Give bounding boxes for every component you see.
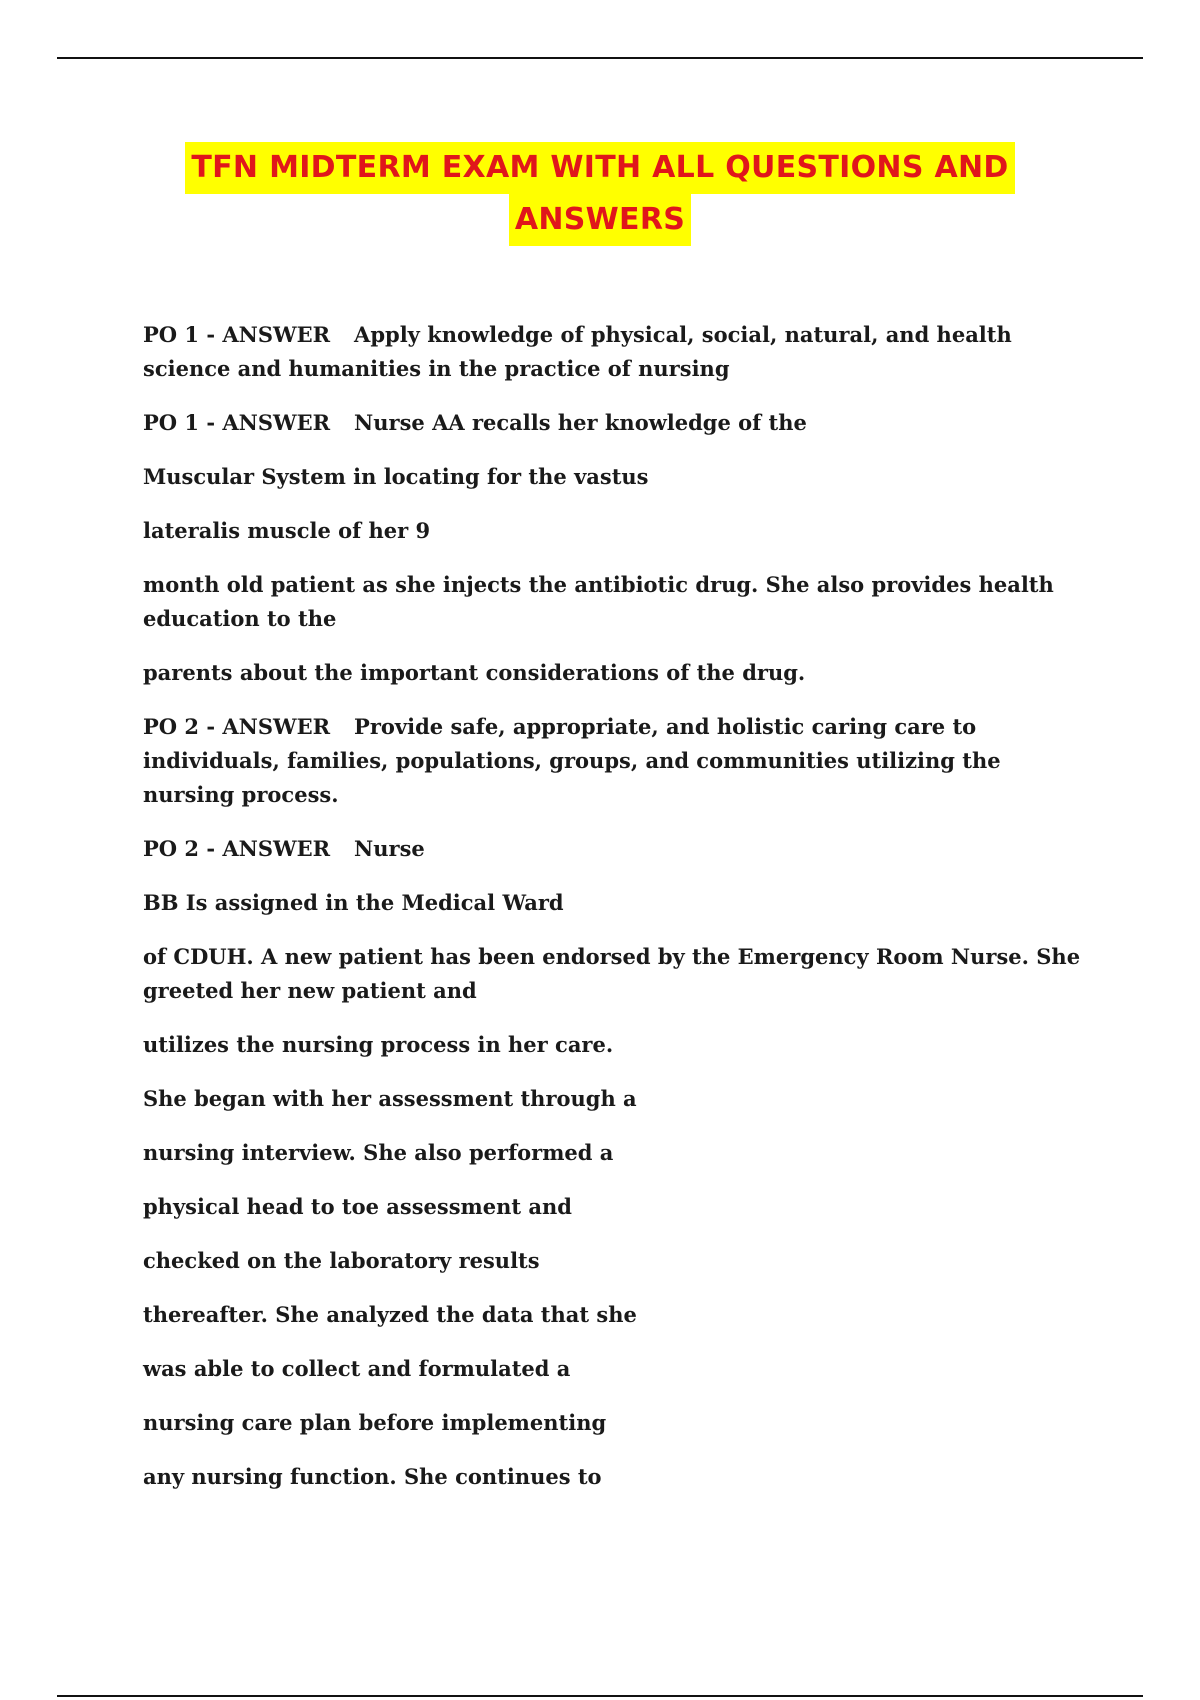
paragraph-text: any nursing function. She continues to bbox=[143, 1464, 602, 1489]
paragraph-text: parents about the important considerations of the drug. bbox=[143, 660, 806, 685]
answer-label: PO 1 - ANSWER bbox=[143, 410, 331, 435]
paragraph bbox=[143, 318, 1091, 386]
paragraph-text: was able to collect and formulated a bbox=[143, 1356, 571, 1381]
paragraph bbox=[143, 514, 1091, 548]
paragraph bbox=[143, 940, 1091, 1008]
paragraph-text: lateralis muscle of her 9 bbox=[143, 518, 431, 543]
paragraph bbox=[143, 1244, 1091, 1278]
paragraph-text: Muscular System in locating for the vastus bbox=[143, 464, 649, 489]
document-body bbox=[143, 318, 1091, 1514]
paragraph bbox=[143, 1082, 1091, 1116]
paragraph-text: BB Is assigned in the Medical Ward bbox=[143, 890, 564, 915]
title-line-2: ANSWERS bbox=[509, 194, 691, 246]
top-rule bbox=[57, 57, 1143, 59]
paragraph bbox=[143, 1352, 1091, 1386]
paragraph-text: nursing care plan before implementing bbox=[143, 1410, 607, 1435]
paragraph-text: month old patient as she injects the antibiotic drug. She also provides health education to the bbox=[143, 572, 1054, 631]
paragraph-text: physical head to toe assessment and bbox=[143, 1194, 572, 1219]
title-line-1: TFN MIDTERM EXAM WITH ALL QUESTIONS AND bbox=[185, 142, 1014, 194]
paragraph bbox=[143, 1460, 1091, 1494]
paragraph-text: Apply knowledge of physical, social, natural, and health science and humanities in the practice of nursing bbox=[143, 322, 1012, 381]
paragraph-text: nursing interview. She also performed a bbox=[143, 1140, 614, 1165]
paragraph-text: Nurse bbox=[354, 836, 425, 861]
paragraph bbox=[143, 1190, 1091, 1224]
paragraph bbox=[143, 1406, 1091, 1440]
paragraph-text: Nurse AA recalls her knowledge of the bbox=[354, 410, 807, 435]
paragraph bbox=[143, 1136, 1091, 1170]
answer-label: PO 1 - ANSWER bbox=[143, 322, 331, 347]
document-title bbox=[0, 142, 1200, 246]
bottom-rule bbox=[57, 1695, 1143, 1697]
paragraph-text: Provide safe, appropriate, and holistic caring care to individuals, families, populations, groups, and communities utilizing the nursing process. bbox=[143, 714, 1001, 807]
paragraph bbox=[143, 656, 1091, 690]
paragraph bbox=[143, 406, 1091, 440]
paragraph bbox=[143, 832, 1091, 866]
paragraph-text: of CDUH. A new patient has been endorsed by the Emergency Room Nurse. She greeted her new patient and bbox=[143, 944, 1081, 1003]
paragraph-text: checked on the laboratory results bbox=[143, 1248, 540, 1273]
paragraph bbox=[143, 886, 1091, 920]
paragraph bbox=[143, 1298, 1091, 1332]
paragraph bbox=[143, 710, 1091, 812]
paragraph-text: She began with her assessment through a bbox=[143, 1086, 637, 1111]
answer-label: PO 2 - ANSWER bbox=[143, 714, 331, 739]
paragraph bbox=[143, 1028, 1091, 1062]
paragraph bbox=[143, 568, 1091, 636]
paragraph-text: utilizes the nursing process in her care. bbox=[143, 1032, 614, 1057]
answer-label: PO 2 - ANSWER bbox=[143, 836, 331, 861]
paragraph-text: thereafter. She analyzed the data that she bbox=[143, 1302, 637, 1327]
paragraph bbox=[143, 460, 1091, 494]
